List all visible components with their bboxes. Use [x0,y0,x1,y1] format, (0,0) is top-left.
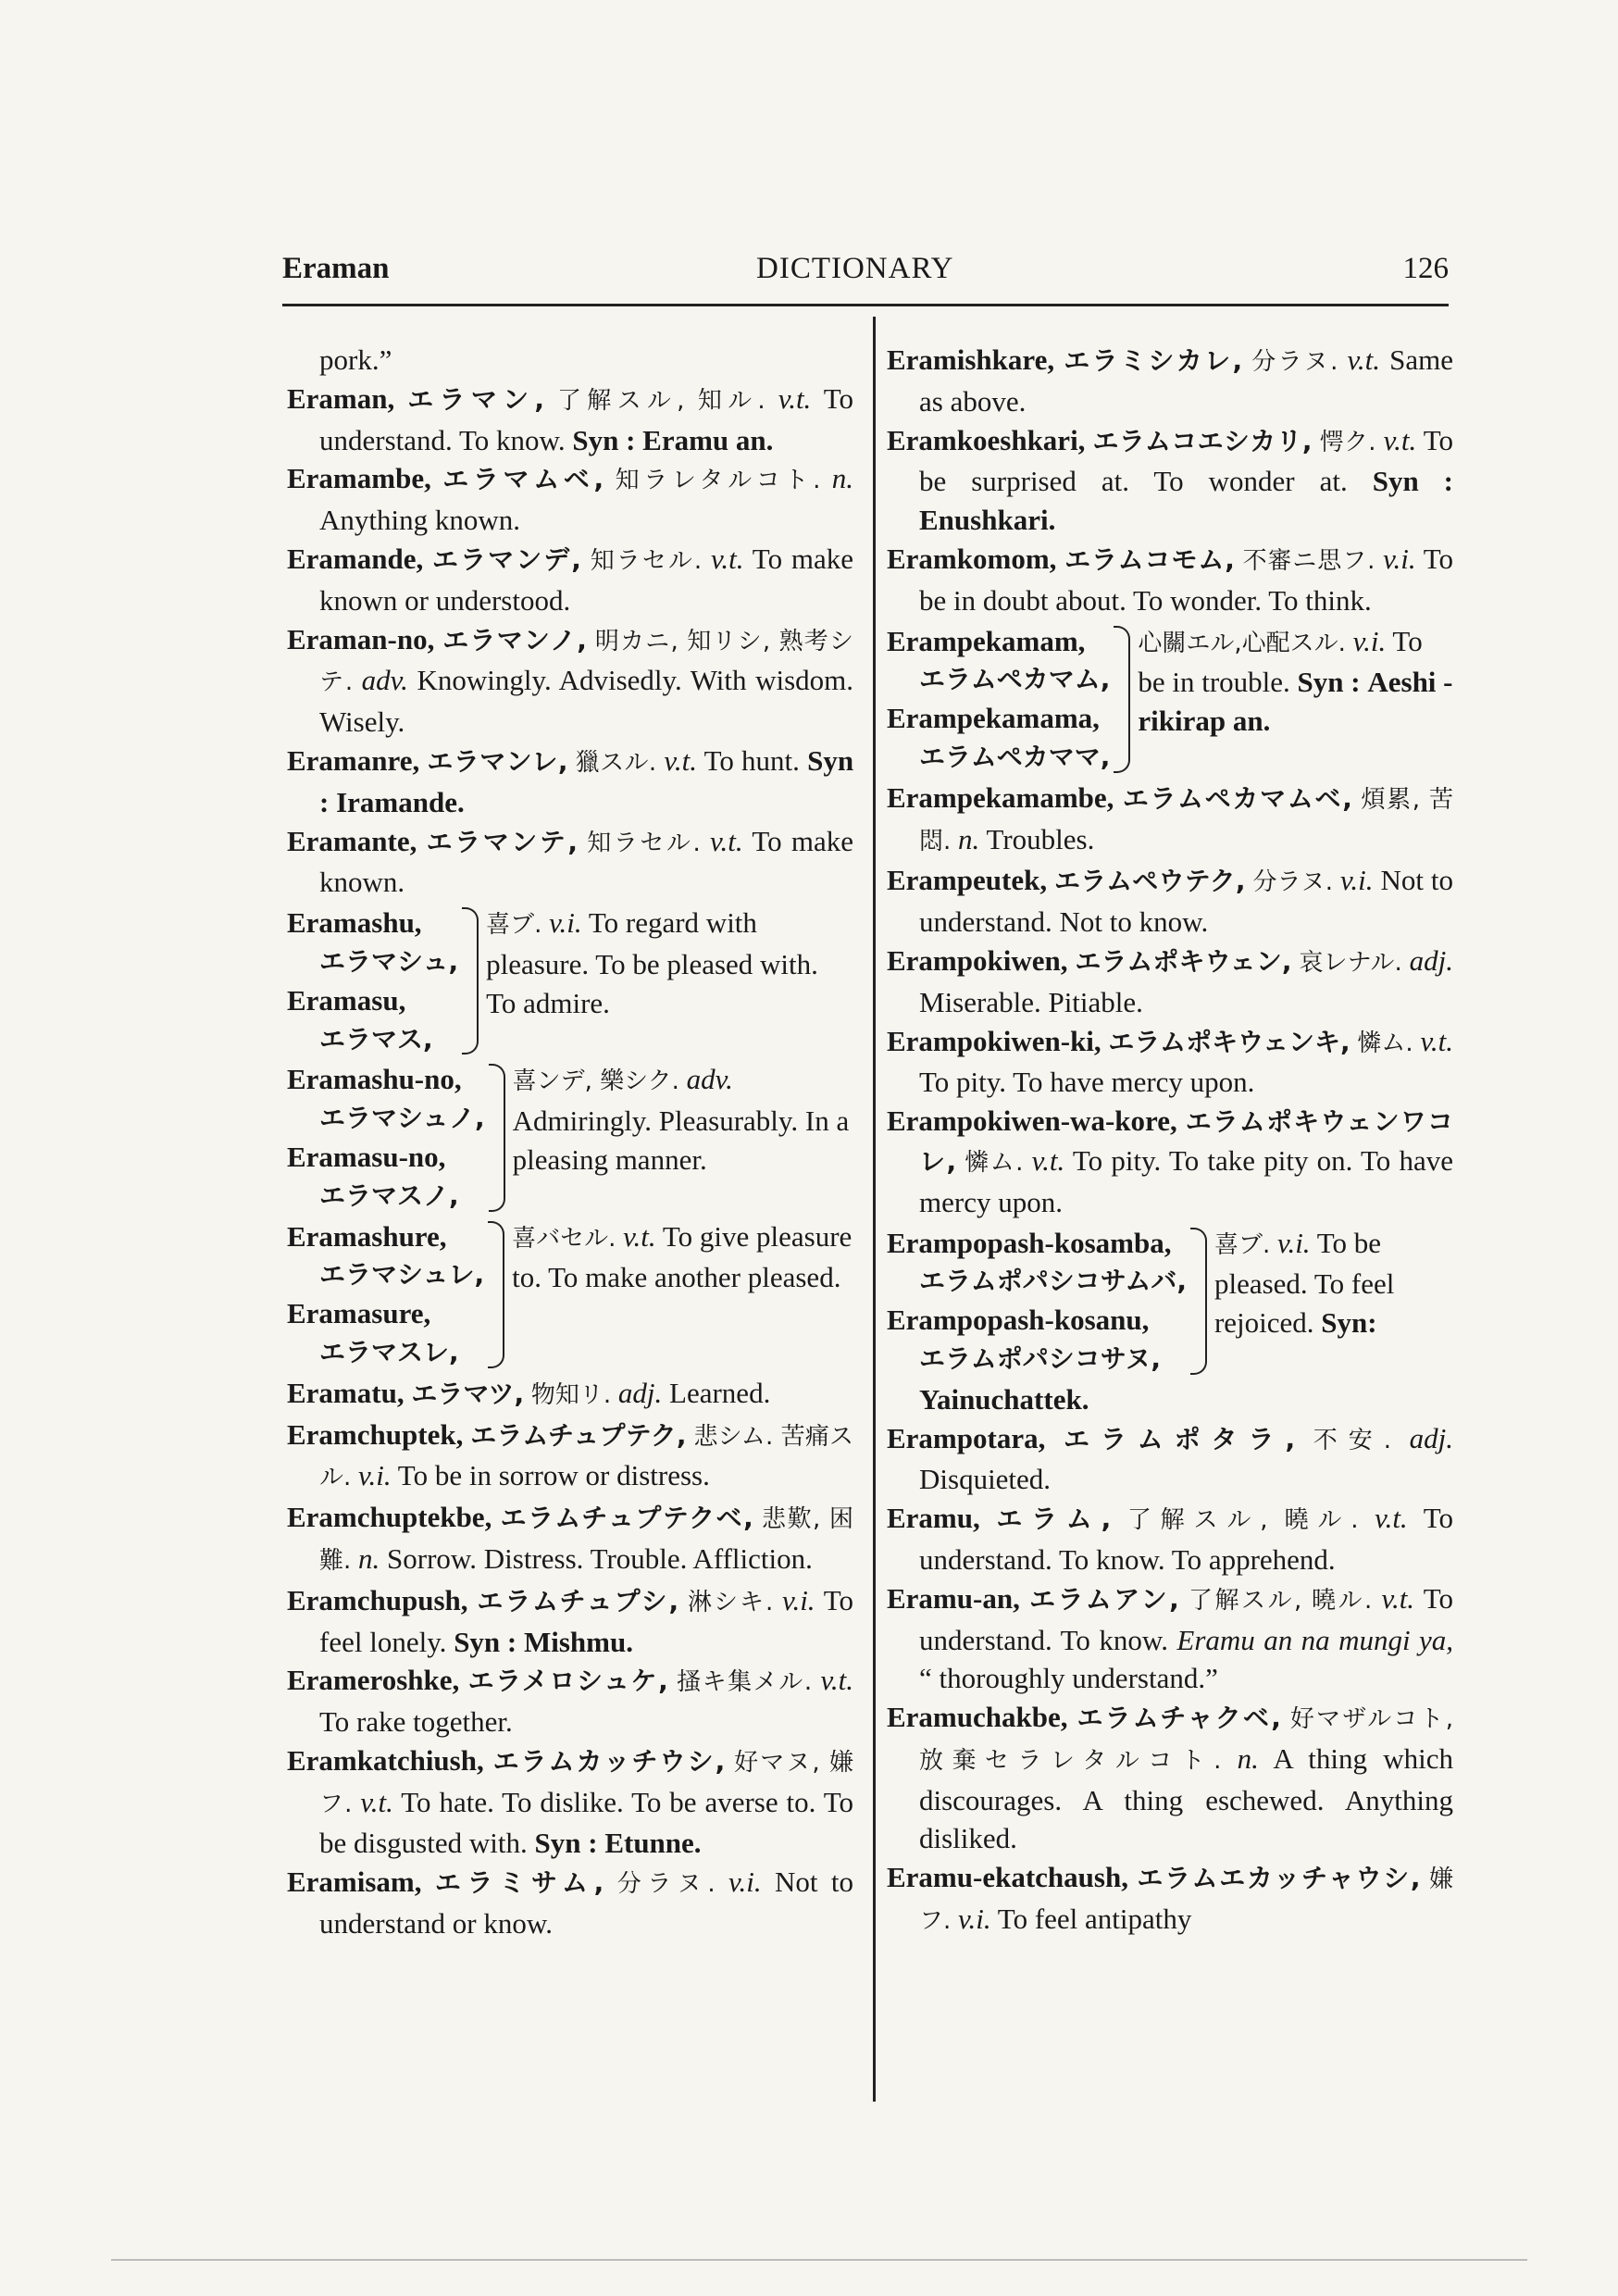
part-of-speech: adj. [1409,943,1454,977]
entry-continuation [887,1380,1453,1419]
definition: To be in doubt about. To wonder. To think. [919,542,1454,617]
entry [287,459,853,540]
kanji-gloss: 物知リ. [530,1380,612,1409]
katakana: エラマシュレ, [319,1259,485,1291]
definition: Miserable. Pitiable. [919,985,1143,1018]
kanji-gloss: 明カニ, 知リシ, 熟考シテ. [319,627,854,697]
entry [287,1863,853,1943]
entry [887,1499,1453,1579]
part-of-speech: v.t. [1347,343,1381,376]
entry [287,742,853,822]
kanji-gloss: 不安. [1313,1426,1391,1454]
kanji-gloss: 愕ク. [1319,428,1376,456]
part-of-speech: v.i. [1276,1226,1311,1259]
entry [887,1022,1453,1103]
grouped-entry [887,1224,1453,1379]
entry [887,1698,1453,1858]
part-of-speech: v.t. [820,1664,854,1697]
synonym-label: Syn: [1321,1306,1377,1340]
entry [887,1858,1453,1941]
headword: Erameroshke, [287,1664,460,1697]
definition: To feel antipathy [997,1903,1192,1936]
definition: To be in trouble. [1138,624,1423,699]
page-header [282,252,1449,298]
katakana: エラムポパシコサヌ, [919,1342,1161,1374]
katakana: エラムポキウェン, [1075,945,1292,977]
definition: To make known. [319,824,854,899]
katakana: エラムコエシカリ, [1092,425,1313,456]
synonym: Aeshi - rikirap an. [1138,666,1453,738]
kanji-gloss: 搔キ集メル. [677,1668,813,1697]
kanji-gloss: 好マヌ, 嫌フ. [319,1748,854,1818]
kanji-gloss: 淋シキ. [687,1588,774,1616]
part-of-speech: v.i. [728,1866,762,1899]
entry [887,1102,1453,1221]
headword: Erampekamama, [887,702,1100,735]
part-of-speech: adj. [1409,1421,1454,1454]
headword: Eramchuptekbe, [287,1501,492,1534]
definition: Same as above. [919,343,1454,418]
entry [287,1661,853,1741]
definition: Learned. [669,1376,771,1409]
part-of-speech: v.i. [1383,542,1416,575]
definition: To be pleased. To feel rejoiced. [1214,1226,1395,1340]
page-number: 126 [1402,252,1449,285]
synonym-label: Syn : [454,1625,517,1658]
kanji-gloss: 喜バセル. [512,1224,616,1253]
headword: Erampopash-kosanu, [887,1304,1150,1337]
kanji-gloss: 獵スル. [575,748,657,777]
headword: Eramande, [287,542,424,575]
entry [887,1419,1453,1500]
headword: Eramkomom, [887,542,1057,575]
part-of-speech: adj. [617,1376,663,1409]
kanji-gloss: 好マザルコト, 放棄セラレタルコト. [919,1705,1454,1775]
kanji-gloss: 知ラセル. [587,829,701,857]
kanji-gloss: 哀レナル. [1299,948,1402,977]
kanji-gloss: 知ラレタルコト. [615,467,821,495]
headword: Erampokiwen, [887,943,1068,977]
headword: Eramu-ekatchaush, [887,1861,1128,1894]
kanji-gloss: 分ラヌ. [1251,348,1338,376]
synonym: Iramande. [336,785,465,818]
headword: Eramashure, [287,1219,447,1253]
kanji-gloss: 嫌フ. [919,1866,1454,1936]
definition: To pity. To have mercy upon. [919,1066,1255,1099]
entry [887,779,1453,862]
definition: To understand. To know. [319,381,854,456]
katakana: エラマン, [407,383,544,415]
headword: Eramatu, [287,1376,404,1409]
katakana: エラムエカッチャウシ, [1137,1863,1421,1894]
kanji-gloss: 了解スル, 曉ル. [1126,1506,1359,1535]
entry [287,1498,853,1581]
definition: Admiringly. Pleasurably. In a pleasing manner. [512,1104,850,1176]
kanji-gloss: 悲歎, 困難. [319,1505,854,1575]
definition: Sorrow. Distress. Trouble. Affliction. [387,1541,813,1575]
katakana: エラムコモム, [1064,543,1235,575]
headword: Eramasu-no, [287,1140,446,1173]
part-of-speech: v.t. [664,743,697,777]
part-of-speech: v.t. [360,1785,393,1818]
katakana: エラムカッチウシ, [492,1745,726,1777]
definition: To be in sorrow or distress. [397,1459,710,1492]
headword: Eramishkare, [887,343,1055,376]
entry [287,540,853,620]
kanji-gloss: 分ラヌ. [616,1870,716,1899]
part-of-speech: v.t. [1031,1143,1065,1177]
synonym-label: Syn : [1372,465,1454,498]
entry [887,341,1453,421]
synonym: Yainuchattek. [919,1382,1089,1416]
katakana: エラムポパシコサムバ, [919,1266,1187,1297]
definition: Disquieted. [919,1463,1052,1496]
brace [489,1064,505,1211]
entry [887,861,1453,942]
katakana: エラマツ, [411,1378,525,1409]
entry [887,1579,1453,1698]
header-rule [282,304,1449,306]
part-of-speech: v.t. [1420,1024,1454,1057]
column-divider [873,317,876,2102]
headword: Eramkatchiush, [287,1743,484,1777]
katakana: エラムチャクベ, [1077,1703,1281,1734]
entry [887,942,1453,1022]
part-of-speech: v.t. [623,1219,656,1253]
part-of-speech: v.i. [958,1903,991,1936]
part-of-speech: adv. [686,1063,733,1096]
katakana: エラムアン, [1029,1583,1179,1615]
headword: Eramu, [887,1502,980,1535]
kanji-gloss: 知ラセル. [590,546,703,575]
definition: To regard with pleasure. To be pleased with. To admire. [486,906,818,1019]
katakana: エラマンデ, [432,543,581,575]
headword: Eramu-an, [887,1581,1020,1615]
katakana: エラマスレ, [319,1336,459,1367]
part-of-speech: n. [831,462,854,495]
headword: Erampokiwen-wa-kore, [887,1104,1177,1138]
headword: Eramanre, [287,743,420,777]
left-column [287,341,853,1943]
definition: To be surprised at. To wonder at. [919,423,1454,498]
definition: Not to understand. Not to know. [919,864,1453,939]
right-column [887,341,1453,1941]
katakana: エラマンレ, [427,745,568,777]
kanji-gloss: 不審ニ思フ. [1242,546,1375,575]
synonym-label: Syn : [534,1827,598,1860]
definition: To give pleasure to. To make another pleased. [512,1219,853,1294]
example-translation: “ thoroughly understand.” [919,1662,1218,1695]
katakana: エラミシカレ, [1064,345,1243,376]
kanji-gloss: 了解スル, 知ル. [557,386,765,415]
headword: Eramchuptek, [287,1417,464,1451]
headword: Eramashu, [287,906,422,940]
definition: Knowingly. Advisedly. With wisdom. Wisely. [319,664,854,739]
definition: To hate. To dislike. To be averse to. To be disgusted with. [319,1785,853,1860]
part-of-speech: n. [1237,1741,1259,1775]
katakana: エラム, [996,1504,1112,1535]
brace [462,907,479,1054]
entry [887,540,1453,620]
headword: Eramkoeshkari, [887,423,1086,456]
entry [287,822,853,903]
footer-rule [111,2259,1527,2261]
headword: Eramasu, [287,983,406,1017]
synonym-label: Syn : [319,743,854,818]
headword: Erampotara, [887,1421,1046,1454]
entry-continuation: pork.” [319,343,392,376]
katakana: エラムチュプテクベ, [500,1503,753,1534]
part-of-speech: adv. [361,664,408,697]
grouped-entry [887,622,1453,777]
headword: Erampokiwen-ki, [887,1024,1101,1057]
synonym-label: Syn : [1297,666,1361,699]
kanji-gloss: 了解スル, 曉ル. [1189,1586,1373,1615]
brace [1190,1228,1207,1375]
entry [887,421,1453,540]
katakana: エラマシュノ, [319,1103,485,1134]
entry [287,380,853,460]
kanji-gloss: 分ラヌ. [1252,868,1333,897]
headword: Eramante, [287,824,417,857]
synonym: Mishmu. [524,1625,633,1658]
kanji-gloss: 憐ム. [965,1148,1024,1177]
part-of-speech: v.i. [358,1459,392,1492]
katakana: エラムペカマム, [919,664,1111,695]
synonym-label: Syn : [572,423,636,456]
katakana: エラムチュプテク, [470,1419,687,1451]
katakana: エラマス, [319,1023,433,1054]
katakana: エラマンノ, [442,624,587,655]
kanji-gloss: 悲シム. 苦痛スル. [319,1422,854,1492]
headword: Eramisam, [287,1866,422,1899]
part-of-speech: v.i. [1352,624,1387,657]
headword: Erampekamambe, [887,780,1114,814]
part-of-speech: n. [358,1541,380,1575]
grouped-entry [287,1217,853,1372]
definition: To make known or understood. [319,542,853,617]
definition: Troubles. [986,822,1095,855]
example: Eramu an na mungi ya, [1176,1623,1454,1656]
part-of-speech: v.t. [778,381,812,415]
entry [287,1581,853,1662]
katakana: エラマスノ, [319,1179,459,1211]
part-of-speech: v.t. [1375,1502,1408,1535]
headword: Eramasure, [287,1297,431,1330]
katakana: エラムチュプシ, [477,1585,679,1616]
part-of-speech: v.t. [710,824,743,857]
definition: To rake together. [319,1705,513,1739]
synonym: Etunne. [604,1827,702,1860]
kanji-gloss: 心關エル,心配スル. [1138,629,1346,657]
headword: Erampekamam, [887,624,1086,657]
running-head-left: Eraman [282,252,390,285]
part-of-speech: v.i. [549,906,582,940]
definition: Not to understand or know. [319,1866,853,1940]
katakana: エラメロシュケ, [467,1666,668,1697]
katakana: エラムペカマムベ, [1122,782,1352,814]
katakana: エラムポキウェンキ, [1108,1026,1350,1057]
kanji-gloss: 憐ム. [1357,1029,1413,1057]
kanji-gloss: 喜ブ. [486,911,542,940]
headword: Eramchupush, [287,1583,468,1616]
entry [287,1374,853,1416]
kanji-gloss: 煩累, 苦悶. [919,785,1454,855]
headword: Eraman, [287,381,395,415]
synonym: Enushkari. [919,504,1056,537]
kanji-gloss: 喜ンデ, 樂シク. [512,1067,679,1096]
brace [488,1221,504,1368]
headword: Eramuchakbe, [887,1701,1068,1734]
katakana: エラムポキウェンワコレ, [919,1106,1454,1177]
grouped-entry [287,904,853,1058]
katakana: エラマシュ, [319,945,459,977]
katakana: エラマムベ, [442,464,604,495]
headword: Erampeutek, [887,864,1048,897]
part-of-speech: v.t. [710,542,744,575]
kanji-gloss: 喜ブ. [1214,1230,1271,1259]
grouped-entry [287,1060,853,1215]
headword: Erampopash-kosamba, [887,1226,1172,1259]
definition: To understand. To know. [919,1581,1454,1656]
part-of-speech: v.i. [781,1583,815,1616]
definition: To feel lonely. [319,1583,854,1658]
katakana: エラミサム, [434,1867,604,1899]
brace [1114,626,1130,773]
entry [287,620,853,742]
katakana: エラマンテ, [426,826,578,857]
entry [287,1741,853,1863]
headword: Eramambe, [287,462,431,495]
part-of-speech: n. [958,822,980,855]
part-of-speech: v.i. [1339,864,1374,897]
definition: To hunt. [703,743,800,777]
headword: Eramashu-no, [287,1063,462,1096]
katakana: エラムポタラ, [1064,1423,1296,1454]
headword: Eraman-no, [287,622,435,655]
synonym: Eramu an. [642,423,774,456]
katakana: エラムペカママ, [919,741,1111,772]
definition: Anything known. [319,504,520,537]
part-of-speech: v.t. [1381,1581,1415,1615]
katakana: エラムペウテク, [1054,866,1246,897]
definition: To understand. To know. To apprehend. [919,1502,1454,1576]
definition: A thing which discourages. A thing eschewed. Anything disliked. [919,1741,1453,1855]
definition: To pity. To take pity on. To have mercy upon. [919,1143,1454,1218]
running-head-center: DICTIONARY [756,252,954,285]
entry [287,1416,853,1499]
part-of-speech: v.t. [1383,423,1417,456]
